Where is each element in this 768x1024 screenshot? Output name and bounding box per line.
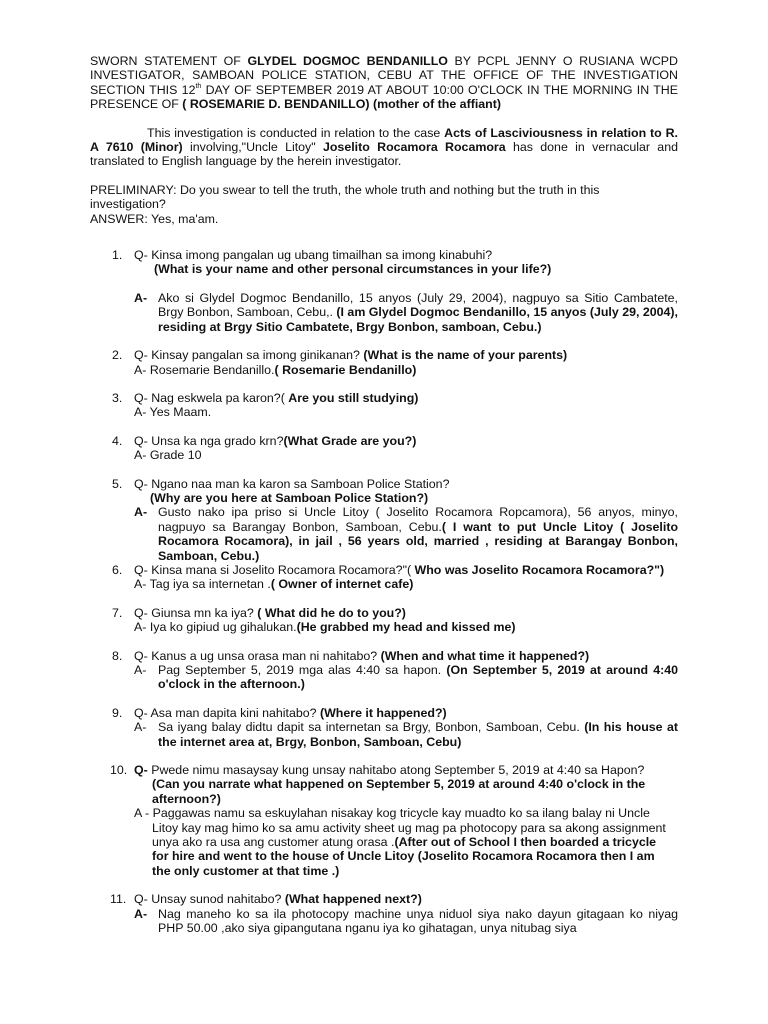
qa-item-5: 5. Q- Ngano naa man ka karon sa Samboan Police Station? (Why are you here at Samboan Police Station?) A- Gusto nako ipa priso si Uncle Litoy ( Joselito Rocamora Ropcamora), 56 anyos, minyo, nagpuyo sa Barangay Bonbon, Samboan, Cebu.( I want to put Uncle Litoy ( Joselito Rocamora Rocamora), in jail , 56 years old, married , residing at Barangay Bonbon, Samboan, Cebu.) (112, 476, 679, 563)
qa-item-1: 1. Q- Kinsa imong pangalan ug ubang timailhan sa imong kinabuhi? (What is your name and other personal circumstances in your life?) A- Ako si Glydel Dogmoc Bendanillo, 15 anyos (July 29, 2004), nagpuyo sa Sitio Cambatete, Brgy Bonbon, Samboan, Cebu,. (I am Glydel Dogmoc Bendanillo, 15 anyos (July 29, 2004), residing at Brgy Sitio Cambatete, Brgy Bonbon, samboan, Cebu.) (112, 248, 678, 334)
qa-item-7: 7. Q- Giunsa mn ka iya? ( What did he do to you?) A- Iya ko gipiud ug gihalukan.(He grabbed my head and kissed me) (112, 605, 516, 635)
preliminary-answer: ANSWER: Yes, ma'am. (90, 211, 219, 226)
affiant-relation: (mother of the affiant) (372, 97, 501, 112)
statement-header: SWORN STATEMENT OF GLYDEL DOGMOC BENDANILLO BY PCPL JENNY O RUSIANA WCPD INVESTIGATOR, SAMBOAN POLICE STATION, CEBU AT THE OFFICE OF THE INVESTIGATION SECTION THIS 12th DAY OF SEPTEMBER 2019 AT ABOUT 10:00 O'CLOCK IN THE MORNING IN THE PRESENCE OF ( ROSEMARIE D. BENDANILLO) (mother of the affiant) (90, 54, 679, 112)
qa-item-11: 11. Q- Unsay sunod nahitabo? (What happened next?) A- Nag maneho ko sa ila photocopy machine unya niduol siya nako dayun gitagaan ko niyag PHP 50.00 ,ako siya gipangutana nganu iya ko gihatagan, unya nitubag siya (110, 892, 678, 936)
affiant-name: GLYDEL DOGMOC BENDANILLO (247, 54, 448, 68)
qa-item-10: 10. Q- Pwede nimu masaysay kung unsay nahitabo atong September 5, 2019 at 4:40 sa Hapon? (Can you narrate what happened on September 5, 2019 at around 4:40 o'clock in the afternoon?) A - Paggawas namu sa eskuylahan nisakay kog tricycle kay muadto ko sa ilang balay ni Uncle Litoy kay mag himo ko sa amu activity sheet ug mag pa photocopy para sa akong assignment unya ako ra usa ang customer atung orasa .(After out of School I then boarded a tricycle for hire and went to the house of Uncle Litoy (Joselito Rocamora Rocamora then I am the only customer at that time .) (110, 763, 666, 878)
answer-9: A- Sa iyang balay didtu dapit sa internetan sa Brgy, Bonbon, Samboan, Cebu. (In his house at the internet area at, Brgy, Bonbon, Samboan, Cebu) (134, 720, 678, 749)
qa-item-8: 8. Q- Kanus a ug unsa orasa man ni nahitabo? (When and what time it happened?) A- Pag September 5, 2019 mga alas 4:40 sa hapon. (On September 5, 2019 at around 4:40 o'clock in the afternoon.) (112, 648, 678, 692)
sworn-statement-page (90, 54, 678, 936)
qa-item-9: 9. Q- Asa man dapita kini nahitabo? (Where it happened?) A- Sa iyang balay didtu dapit sa internetan sa Brgy, Bonbon, Samboan, Cebu. (In his house at the internet area at, Brgy, Bonbon, Samboan, Cebu) (112, 705, 678, 749)
answer-1: A- Ako si Glydel Dogmoc Bendanillo, 15 anyos (July 29, 2004), nagpuyo sa Sitio Cambatete, Brgy Bonbon, Samboan, Cebu,. (I am Glydel Dogmoc Bendanillo, 15 anyos (July 29, 2004), residing at Brgy Sitio Cambatete, Brgy Bonbon, samboan, Cebu.) (134, 290, 678, 334)
intro-paragraph: This investigation is conducted in relation to the case Acts of Lasciviousness in relation to R. A 7610 (Minor) involving,"Uncle Litoy" Joselito Rocamora Rocamora has done in vernacular and translated to English language by the herein investigator. (90, 125, 678, 169)
qa-item-3: 3. Q- Nag eskwela pa karon?( Are you still studying) A- Yes Maam. (112, 390, 419, 420)
preliminary-question: PRELIMINARY: Do you swear to tell the truth, the whole truth and nothing but the truth in this investigation? (90, 182, 600, 212)
qa-item-4: 4. Q- Unsa ka nga grado krn?(What Grade are you?) A- Grade 10 (112, 433, 417, 463)
qa-item-2: 2. Q- Kinsay pangalan sa imong ginikanan? (What is the name of your parents) A- Rosemarie Bendanillo.( Rosemarie Bendanillo) (112, 348, 568, 377)
qa-item-6: 6. Q- Kinsa mana si Joselito Rocamora Rocamora?"( Who was Joselito Rocamora Rocamora?") A- Tag iya sa internetan .( Owner of internet cafe) (112, 562, 665, 592)
answer-11: A- Nag maneho ko sa ila photocopy machine unya niduol siya nako dayun gitagaan ko niyag PHP 50.00 ,ako siya gipangutana nganu iya ko gihatagan, unya nitubag siya (134, 906, 678, 936)
answer-8: A- Pag September 5, 2019 mga alas 4:40 sa hapon. (On September 5, 2019 at around 4:40 o'clock in the afternoon.) (134, 663, 678, 692)
presence-name: ( ROSEMARIE D. BENDANILLO) (182, 97, 370, 112)
answer-5: A- Gusto nako ipa priso si Uncle Litoy ( Joselito Rocamora Ropcamora), 56 anyos, minyo, nagpuyo sa Barangay Bonbon, Samboan, Cebu.( I want to put Uncle Litoy ( Joselito Rocamora Rocamora), in jail , 56 years old, married , residing at Barangay Bonbon, Samboan, Cebu.) (134, 505, 679, 563)
